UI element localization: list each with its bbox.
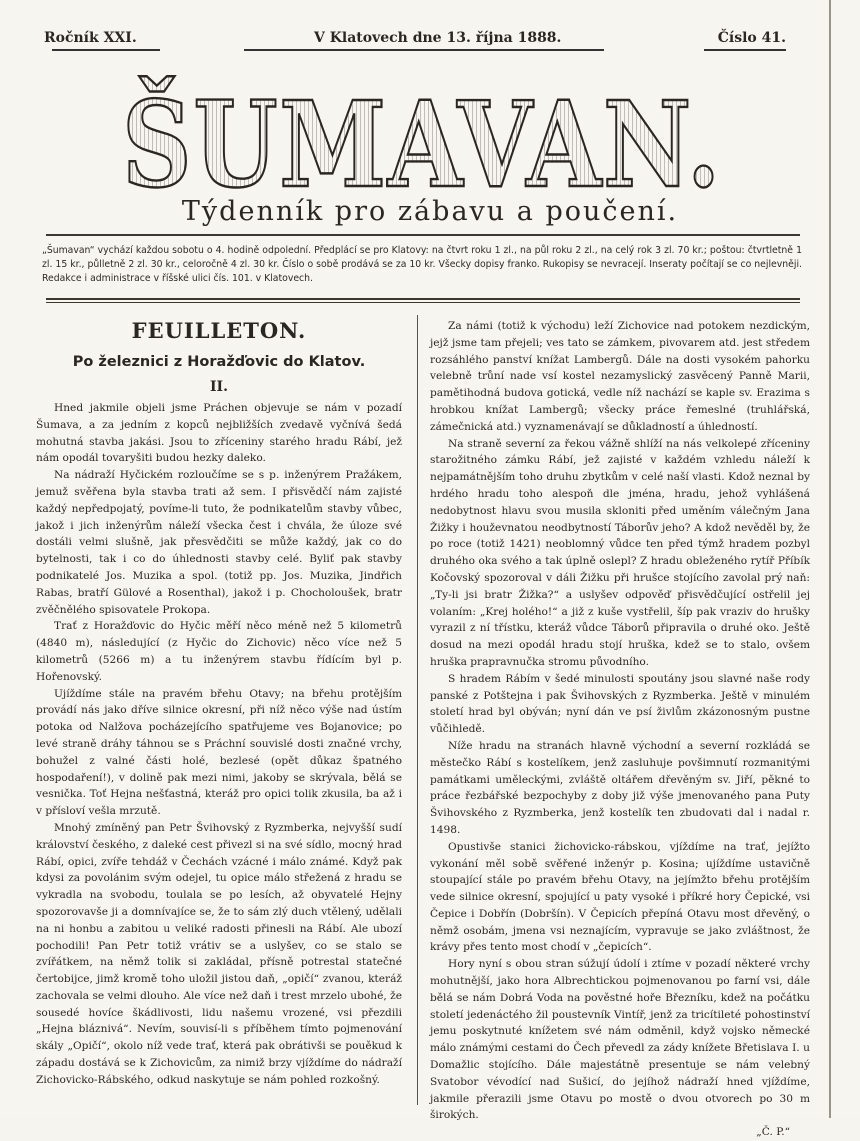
page-fold-line <box>829 0 831 1118</box>
subscription-info: „Šumavan“ vychází každou sobotu o 4. hodině odpolední. Předplácí se pro Klatovy: na čtvrt roku 1 zl., na půl roku 2 zl., na celý rok 3 zl. 70 kr.; poštou: čtvrtletně 1 zl. 15 kr., půlletně 2 zl. 30 kr., celoročně 4 zl. 30 kr. Číslo o sobě prodává se za 10 kr. Všecky dopisy franko. Rukopisy se nevracejí. Inseraty počítají se co nejlevněji. Redakce i administrace v říšské ulici čís. 101. v Klatovech. <box>42 245 802 284</box>
part-number: II. <box>210 379 228 395</box>
paragraph: Hned jakmile objeli jsme Práchen objevuje se nám v pozadí Šumava, a za jedním z kopců nejbližších zvedavě vyčnívá šedá mohutná stavba jakási. Jsou to zříceniny starého hradu Rábí, jež nám opodál tovaryšiti budou hezky daleko. <box>36 402 402 465</box>
masthead-subtitle: Týdenník pro zábavu a poučení. <box>181 196 679 227</box>
paragraph: Níže hradu na stranách hlavně východní a severní rozkládá se městečko Rábí s kostelíkem, jenž zasluhuje povšimnutí rozmanitými památkami uměleckými, zvláště oltářem dřevěným sv. Jiří, pěkné to práce řezbářské bezpochyby z doby již výše jmenovaného pana Puty Švihovského z Ryzmberka, jenž kostelík ten zbudovati dal i nadal r. 1498. <box>430 739 810 836</box>
masthead-logo <box>112 66 732 198</box>
article-title: Po železnici z Horažďovic do Klatov. <box>72 354 366 370</box>
paragraph: Mnohý zmíněný pan Petr Švihovský z Ryzmberka, nejvyšší sudí království českého, z daleké cest přivezl si na své sídlo, mocný hrad Rábí, opici, zvíře tehdáž v Čechách vzácné i málo známé. Když pak kdysi za povolánim svým odejel, tu opice málo střežená z hradu se vykradla na svobodu, toulala se po lesích, až obyvatelé Hejny spozorovavše ji a domnívajíce se, že to sám zlý duch vtělený, udělali na ni honbu a zabitou u veliké radosti přinesli na Rábí. Ale ubozí pochodili! Pan Petr totiž vrátiv se a uslyšev, co se stalo se zvířátkem, na němž tolik si zakládal, přísně potrestal statečné čertobijce, jimž kromě toho uložil jistou daň, „opičí“ zvanou, kteráž zachovala se velmi dlouho. Ale více než daň i trest mrzelo ubohé, že sousedé hovíce škádlivosti, lidu našemu vrozené, vsi přezdili „Hejna bláznivá“. Nevím, souvisí-li s příběhem tímto pojmenování skály „Opičí“, okolo níž vede trať, která pak obrátivši se pouěkud k západu dostává se k Zichovicům, za nimiž brzy vjíždíme do nádraží Zichovicko-Rábského, odkud naskytuje se nám pohled rozkošný. <box>36 821 402 1086</box>
section-title: FEUILLETON. <box>131 318 307 343</box>
right-column <box>430 318 810 1141</box>
volume-label: Ročník XXI. <box>44 30 137 46</box>
header-bar <box>44 30 786 52</box>
column-divider <box>417 315 418 1105</box>
paragraph: Na straně severní za řekou vážně shlíží na nás velkolepé zříceniny starožitného zámku Rábí, jež zajisté v každém vzhledu náleží k nejpamátnějším toho druhu zbytkům v celé naší vlasti. Kdož neznal by hrdého hradu toho alespoň dle jména, hradu, jehož vyhlášená nedobytnost hlavu svou musila skloniti před uměním válečným Jana Žižky i houževnatou neodbytností Táborův jeho? A kdož nevěděl by, že po roce (totiž 1421) neoblomný vůdce ten před týmž hradem pozbyl druhého oka svého a tak úplně oslepl? Z hradu obleženého rytíř Příbík Kočovský spozoroval v dáli Žižku při hrušce stojícího zavolal prý naň: „Ty-li jsi bratr Žižka?“ a uslyšev odpověď přisvědčující ostřelil jej volaním: „Krej holého!“ a již z kuše vystřelil, šíp pak vraziv do hrušky vyrazil z ní třístku, kteráž vůdce Táborů připravila o druhé oko. Ještě dosud na mezi opodál hradu stojí hruška, kdež se to stalo, ovšem hruška prapravnučka stromu původního. <box>430 437 810 668</box>
rule-below-info-thin <box>46 302 800 303</box>
rule-below-info <box>46 298 800 300</box>
place-date: V Klatovech dne 13. října 1888. <box>314 30 562 46</box>
issue-underline <box>704 49 786 51</box>
date-underline <box>244 49 604 51</box>
paragraph: Hory nyní s obou stran súžují údolí i ztíme v pozadí některé vrchy mohutnější, jako hora Albrechtickou pojmenovanou po farní vsi, dále bělá se nám Dobrá Voda na pověstné hoře Březníku, kdež na počátku století jedenáctého žil poustevník Vintíř, jenž za tricítileté pohostinství jemu poskytnuté knížetem své nám odměnil, když vojsko německé málo známými cestami do Čech převedl za zády knížete Břetislava I. u Domažlic stojícího. Dále majestátně presentuje se nám velebný Svatobor vévodící nad Sušicí, do jejíhož nádraží hned vjíždíme, jakmile přerazili jsme Otavu po mostě o dvou otvorech po 30 m širokých. <box>430 958 810 1122</box>
masthead <box>112 66 732 198</box>
rule-above-info <box>46 234 800 236</box>
paragraph: Opustivše stanici žichovicko-rábskou, vjíždíme na trať, jejížto vykonání měl sobě svěřené inženýr p. Kosina; ujíždíme ustavičně stoupající stále po pravém břehu Otavy, na jejímžto břehu protějším vede silnice okresní, spojující u paty vysoké i příkré hory Čepické, vsi Čepice i Dobřín (Dobršín). V Čepicích přepíná Otavu most dřevěný, o němž osobám, jmena vsi neznajícím, vypravuje se jako zvláštnost, že krávy přes tento most chodí v „čepicích“. <box>430 840 810 954</box>
paragraph: S hradem Rábím v šedé minulosti spoutány jsou slavné naše rody panské z Potštejna i pak Švihovských z Ryzmberka. Ještě v minulém století hrad byl obýván; nyní dán ve psí živlům zkázonosným pustne vůčihledě. <box>430 672 810 736</box>
left-column <box>36 318 402 1089</box>
paragraph: Trať z Horažďovic do Hyčic měří něco méně než 5 kilometrů (4840 m), následující (z Hyčic do Zichovic) něco více než 5 kilometrů (5266 m) a tu inženýrem stavbu řídícím byl p. Hořenovský. <box>36 620 402 683</box>
paragraph: Ujíždíme stále na pravém břehu Otavy; na břehu protějším provádí nás jako dříve silnice okresní, při níž něco výše nad ústím potoka od Nalžova pocházejícího spatřujeme ves Bojanovice; po levé straně dráhy táhnou se s Práchní souvislé dosti značné vrchy, bohužel z valné části holé, bezlesé (opět důkaz špatného hospodaření!), v dolině pak mezi nimi, jakoby se skrývala, bělá se vesnička. Toť Hejna nešťastná, kteráž pro opici tolik zkusila, ba až i v přísloví vešla mrzutě. <box>36 687 402 818</box>
paragraph: Za námi (totiž k východu) leží Zichovice nad potokem nezdickým, jejž jsme tam přejeli; ves tato se zámkem, pivovarem atd. jest středem rozsáhlého panství knížat Lambergů. Dále na dosti vysokém pahorku velebně trůní nade vsí kostel nezamyslický zasvěcený Panně Marii, pamětihodná budova gotická, vedle níž nachází se kaple sv. Erazima s hrobkou knížat Lambergů; všecky práce řemeslné (truhlářská, zámečnická atd.) vyznamenávají se důkladností a úhledností. <box>430 320 810 433</box>
masthead-title: ŠUMAVAN. <box>122 75 722 198</box>
volume-underline <box>52 49 160 51</box>
paragraph: Na nádraží Hyčickém rozloučíme se s p. inženýrem Pražákem, jemuž svěřena byla stavba trati až sem. I přisvědčí nám zajisté každý nepředpojatý, povíme-li tuto, že podnikatelům stavby vůbec, jakož i jich inženýrům náleží všecka čest i chvála, že úloze své dostáli velmi slušně, jak přesvědčiti se může každý, jak co do bytelnosti, tak i co do úhlednosti stavby celé. Byliť pak stavby podnikatelé Jos. Muzika a spol. (totiž pp. Jos. Muzika, Jindřich Rabas, bratří Gülové a Rosenthal), jakož i p. Chocholoušek, bratr zvěčnělého spisovatele Prokopa. <box>36 469 402 616</box>
issue-number: Číslo 41. <box>717 30 786 46</box>
author-signature: „Č. P.“ <box>756 1126 790 1139</box>
